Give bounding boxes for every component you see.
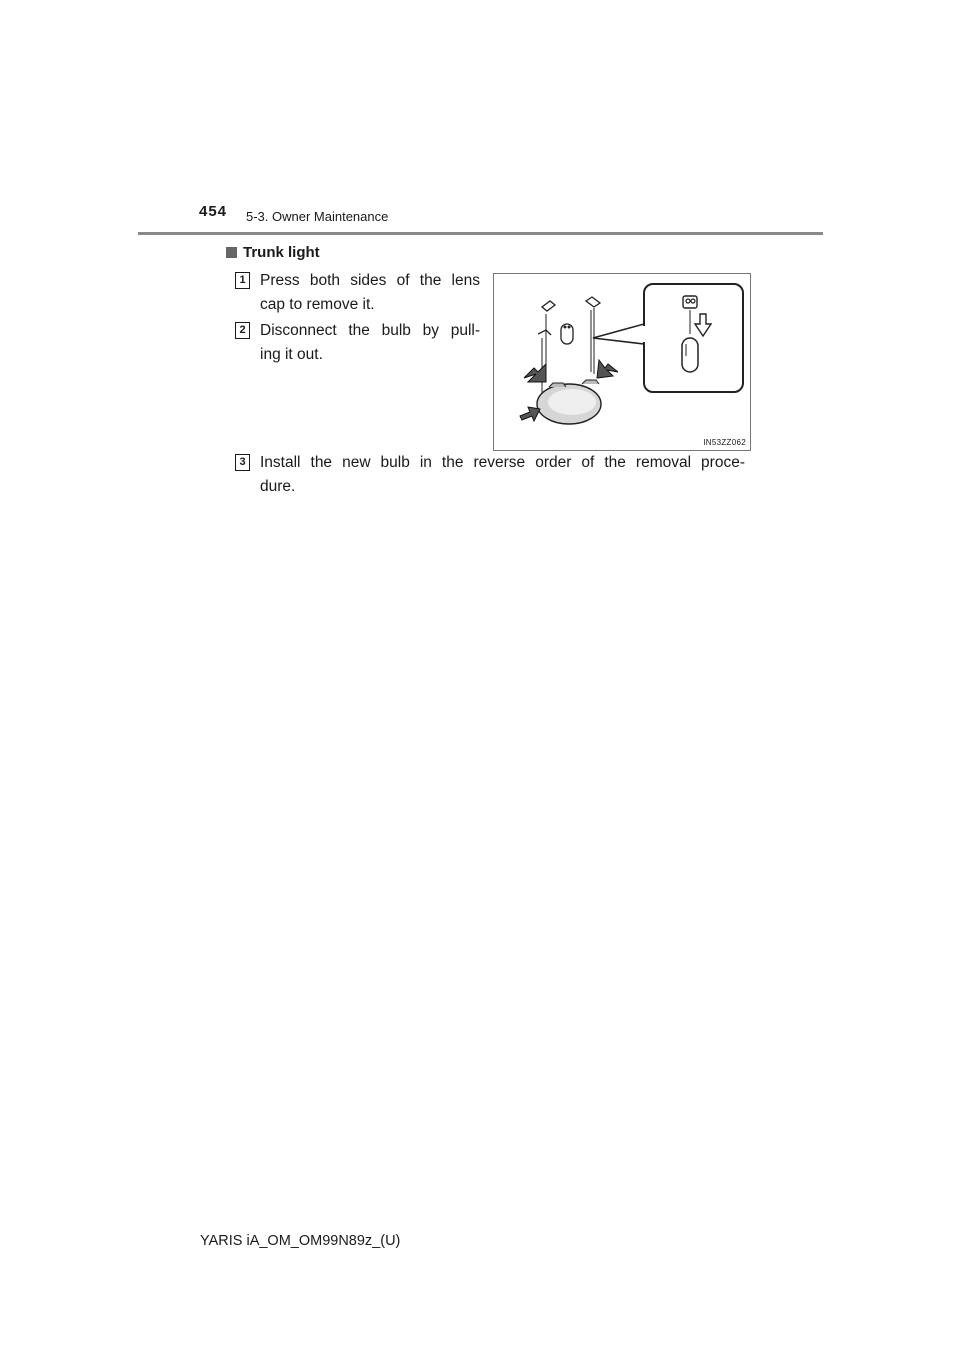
step-2-line-1: Disconnect the bulb by pull- (260, 322, 480, 339)
step-text-3 (260, 451, 745, 499)
step-3-line-2: dure. (260, 478, 296, 495)
heading-text: Trunk light (243, 244, 320, 261)
heading-bullet-icon (226, 247, 237, 258)
figure-code: IN53ZZ062 (703, 438, 746, 447)
footer-document-id: YARIS iA_OM_OM99N89z_(U) (200, 1233, 401, 1249)
step-badge-2: 2 (235, 322, 250, 339)
step-text-1 (260, 269, 480, 317)
step-2-line-2: ing it out. (260, 346, 323, 363)
trunk-light-illustration (493, 273, 751, 451)
step-3-line-1: Install the new bulb in the reverse order of the removal proce- (260, 454, 745, 471)
section-heading (226, 244, 320, 261)
step-1-line-2: cap to remove it. (260, 296, 375, 313)
step-badge-3: 3 (235, 454, 250, 471)
step-1-line-1: Press both sides of the lens (260, 272, 480, 289)
illustration-drawing (494, 274, 750, 450)
step-badge-1: 1 (235, 272, 250, 289)
step-text-2 (260, 319, 480, 367)
page-number: 454 (199, 203, 228, 220)
header-rule (138, 232, 823, 235)
section-title: 5-3. Owner Maintenance (246, 209, 389, 224)
